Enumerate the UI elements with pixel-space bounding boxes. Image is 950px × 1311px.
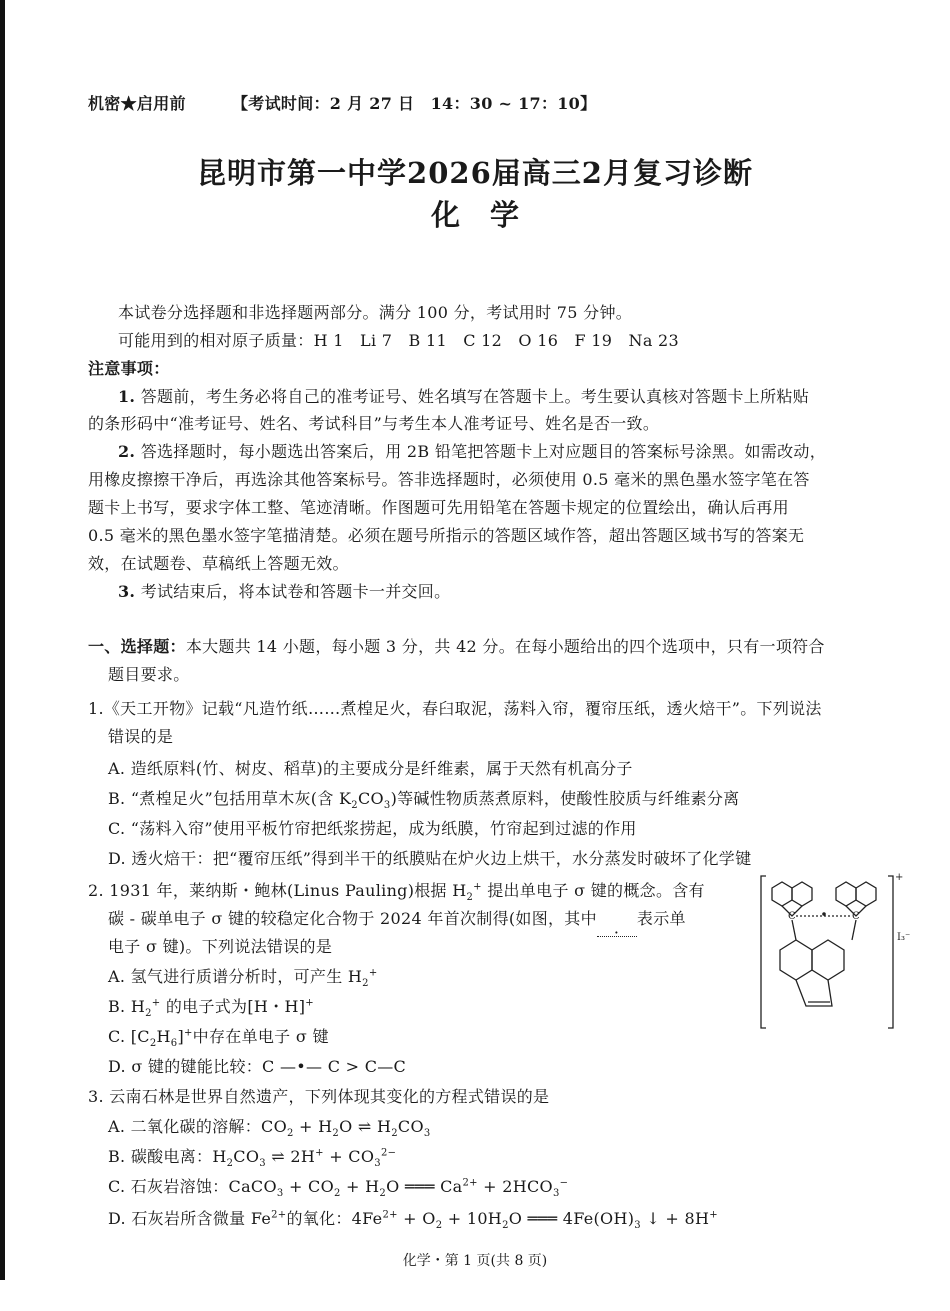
note-3-text: 考试结束后，将本试卷和答题卡一并交回。 <box>140 582 451 601</box>
note-2-line-1 <box>118 441 826 463</box>
q2-option-c-prefix: C. [C <box>108 1027 150 1046</box>
q1-option-b: B. “煮楻足火”包括用草木灰(含 $K_2CO_3$)等碱性物质蒸煮原料，使酸性胶质与纤维素分离 <box>108 789 740 812</box>
q3-option-b: B. 碳酸电离：$H_2CO_3$ ⇌ $2H^+ + CO_3^{2-}$ <box>108 1147 397 1170</box>
q1-option-c: C. “荡料入帘”使用平板竹帘把纸浆捞起，成为纸膜，竹帘起到过滤的作用 <box>108 819 637 838</box>
intro-line-1: 本试卷分选择题和非选择题两部分。满分 100 分，考试用时 75 分钟。 <box>118 303 633 322</box>
q3-option-a: A. 二氧化碳的溶解：$CO_2 + H_2O$ ⇌ $H_2CO_3$ <box>108 1117 431 1140</box>
figure-carbon-left: C <box>788 911 796 922</box>
q1-option-b-prefix: B. “煮楻足火”包括用草木灰(含 K <box>108 789 352 808</box>
subject-title: 化学 <box>430 198 549 232</box>
q2-stem-line-2: 碳 - 碳单电子 σ 键的较稳定化合物于 2024 年首次制得(如图，其中 · 表示单 <box>108 909 686 942</box>
q2-stem-1-prefix: 2. 1931 年，莱纳斯・鲍林(Linus Pauling)根据 H <box>88 881 467 900</box>
carbocation-structure-figure <box>758 868 911 1036</box>
note-2-line-5: 效，在试题卷、草稿纸上答题无效。 <box>88 554 349 573</box>
q2-option-c: C. $[C_2H_6]^+$中存在单电子 σ 键 <box>108 1027 329 1050</box>
q2-stem-2-suffix: 表示单 <box>636 909 686 928</box>
q3-option-b-label: B. 碳酸电离： <box>108 1147 213 1166</box>
note-3-number: 3. <box>118 582 136 601</box>
note-1-number: 1. <box>118 387 136 406</box>
q1-option-a: A. 造纸原料(竹、树皮、稻草)的主要成分是纤维素，属于天然有机高分子 <box>108 759 633 778</box>
page-title: 昆明市第一中学2026届高三2月复习诊断 <box>197 156 753 190</box>
q3-option-d: D. 石灰岩所含微量 $Fe^{2+}$的氧化：$4Fe^{2+} + O_2 + 10H_2O$ ═══ $4Fe(OH)_3$ ↓ + 8H+ <box>108 1209 718 1232</box>
note-2-line-4: 0.5 毫米的黑色墨水签字笔描清楚。必须在题号所指示的答题区域作答，超出答题区域书写的答案无 <box>88 526 805 545</box>
exam-time: 【考试时间：2 月 27 日 14：30 ~ 17：10】 <box>232 94 597 113</box>
section-1-line-2: 题目要求。 <box>108 665 190 684</box>
note-1-line-2: 的条形码中“准考证号、姓名、考试科目”与考生本人准考证号、姓名是否一致。 <box>88 414 660 433</box>
note-3-line-1 <box>118 581 450 603</box>
q1-stem-line-2: 错误的是 <box>108 727 174 746</box>
confidential-mark: 机密★启用前 <box>88 94 186 113</box>
section-1-line-1 <box>88 636 825 658</box>
q2-option-b-prefix: B. H <box>108 997 146 1016</box>
note-1-line-1 <box>118 386 809 408</box>
q3-option-c: C. 石灰岩溶蚀：CaCO$_3$ + $CO_2 + H_2O$ ═══ $Ca^{2+} + 2HCO_3^-$ <box>108 1177 569 1200</box>
scan-edge <box>0 0 5 1280</box>
q2-stem-line-1: 2. 1931 年，莱纳斯・鲍林(Linus Pauling)根据 $H_2^+$ 提出单电子 σ 键的概念。含有 <box>88 881 705 904</box>
q2-option-b-suffix: 的电子式为[H・H] <box>165 997 306 1016</box>
q1-option-d: D. 透火焙干：把“覆帘压纸”得到半干的纸膜贴在炉火边上烘干，水分蒸发时破坏了化学键 <box>108 849 752 868</box>
q2-option-d: D. σ 键的键能比较：C —•— C > C—C <box>108 1057 407 1076</box>
figure-carbon-right: C <box>852 911 860 922</box>
q2-stem-1-suffix: 提出单电子 σ 键的概念。含有 <box>487 881 705 900</box>
q3-stem: 3. 云南石林是世界自然遗产，下列体现其变化的方程式错误的是 <box>88 1087 550 1106</box>
q2-option-a-text: A. 氢气进行质谱分析时，可产生 H <box>108 967 363 986</box>
section-1-label: 一、选择题： <box>88 637 186 656</box>
q1-option-b-suffix: )等碱性物质蒸煮原料，使酸性胶质与纤维素分离 <box>390 789 740 808</box>
page-footer: 化学・第 1 页(共 8 页) <box>402 1253 548 1269</box>
note-1-text: 答题前，考生务必将自己的准考证号、姓名填写在答题卡上。考生要认真核对答题卡上所粘贴 <box>140 387 810 406</box>
q3-option-a-label: A. 二氧化碳的溶解： <box>108 1117 262 1136</box>
q2-option-a: A. 氢气进行质谱分析时，可产生 $H_2^+$ <box>108 967 378 990</box>
q3-option-c-label: C. 石灰岩溶蚀： <box>108 1177 229 1196</box>
svg-text:+: + <box>895 872 904 883</box>
note-2-line-3: 题卡上书写，要求字体工整、笔迹清晰。作图题可先用铅笔在答题卡规定的位置绘出，确认后再用 <box>88 498 789 517</box>
note-2-line-2: 用橡皮擦擦干净后，再选涂其他答案标号。答非选择题时，必须使用 0.5 毫米的黑色墨水签字笔在答 <box>88 470 810 489</box>
q3-option-d-label-2: 的氧化： <box>286 1209 352 1228</box>
q2-option-c-suffix: 中存在单电子 σ 键 <box>192 1027 329 1046</box>
q2-stem-2-prefix: 碳 - 碳单电子 σ 键的较稳定化合物于 2024 年首次制得(如图，其中 <box>108 909 597 928</box>
figure-counter-ion: I₃⁻ <box>897 932 911 943</box>
q2-stem-line-3: 电子 σ 键)。下列说法错误的是 <box>108 937 333 956</box>
note-2-text: 答选择题时，每小题选出答案后，用 2B 铅笔把答题卡上对应题目的答案标号涂黑。如需改动， <box>140 442 827 461</box>
intro-line-2: 可能用到的相对原子质量：H 1 Li 7 B 11 C 12 O 16 F 19 Na 23 <box>118 331 680 350</box>
q3-option-d-label: D. 石灰岩所含微量 Fe <box>108 1209 272 1228</box>
q1-stem-line-1: 1.《天工开物》记载“凡造竹纸……煮楻足火，春臼取泥，荡料入帘，覆帘压纸，透火焙干”。下列说法 <box>88 699 822 718</box>
notes-heading: 注意事项： <box>88 359 170 378</box>
note-2-number: 2. <box>118 442 136 461</box>
section-1-text: 本大题共 14 小题，每小题 3 分，共 42 分。在每小题给出的四个选项中，只有一项符合 <box>185 637 825 656</box>
q2-option-b: B. $H_2^+$ 的电子式为[H・H]+ <box>108 997 314 1020</box>
